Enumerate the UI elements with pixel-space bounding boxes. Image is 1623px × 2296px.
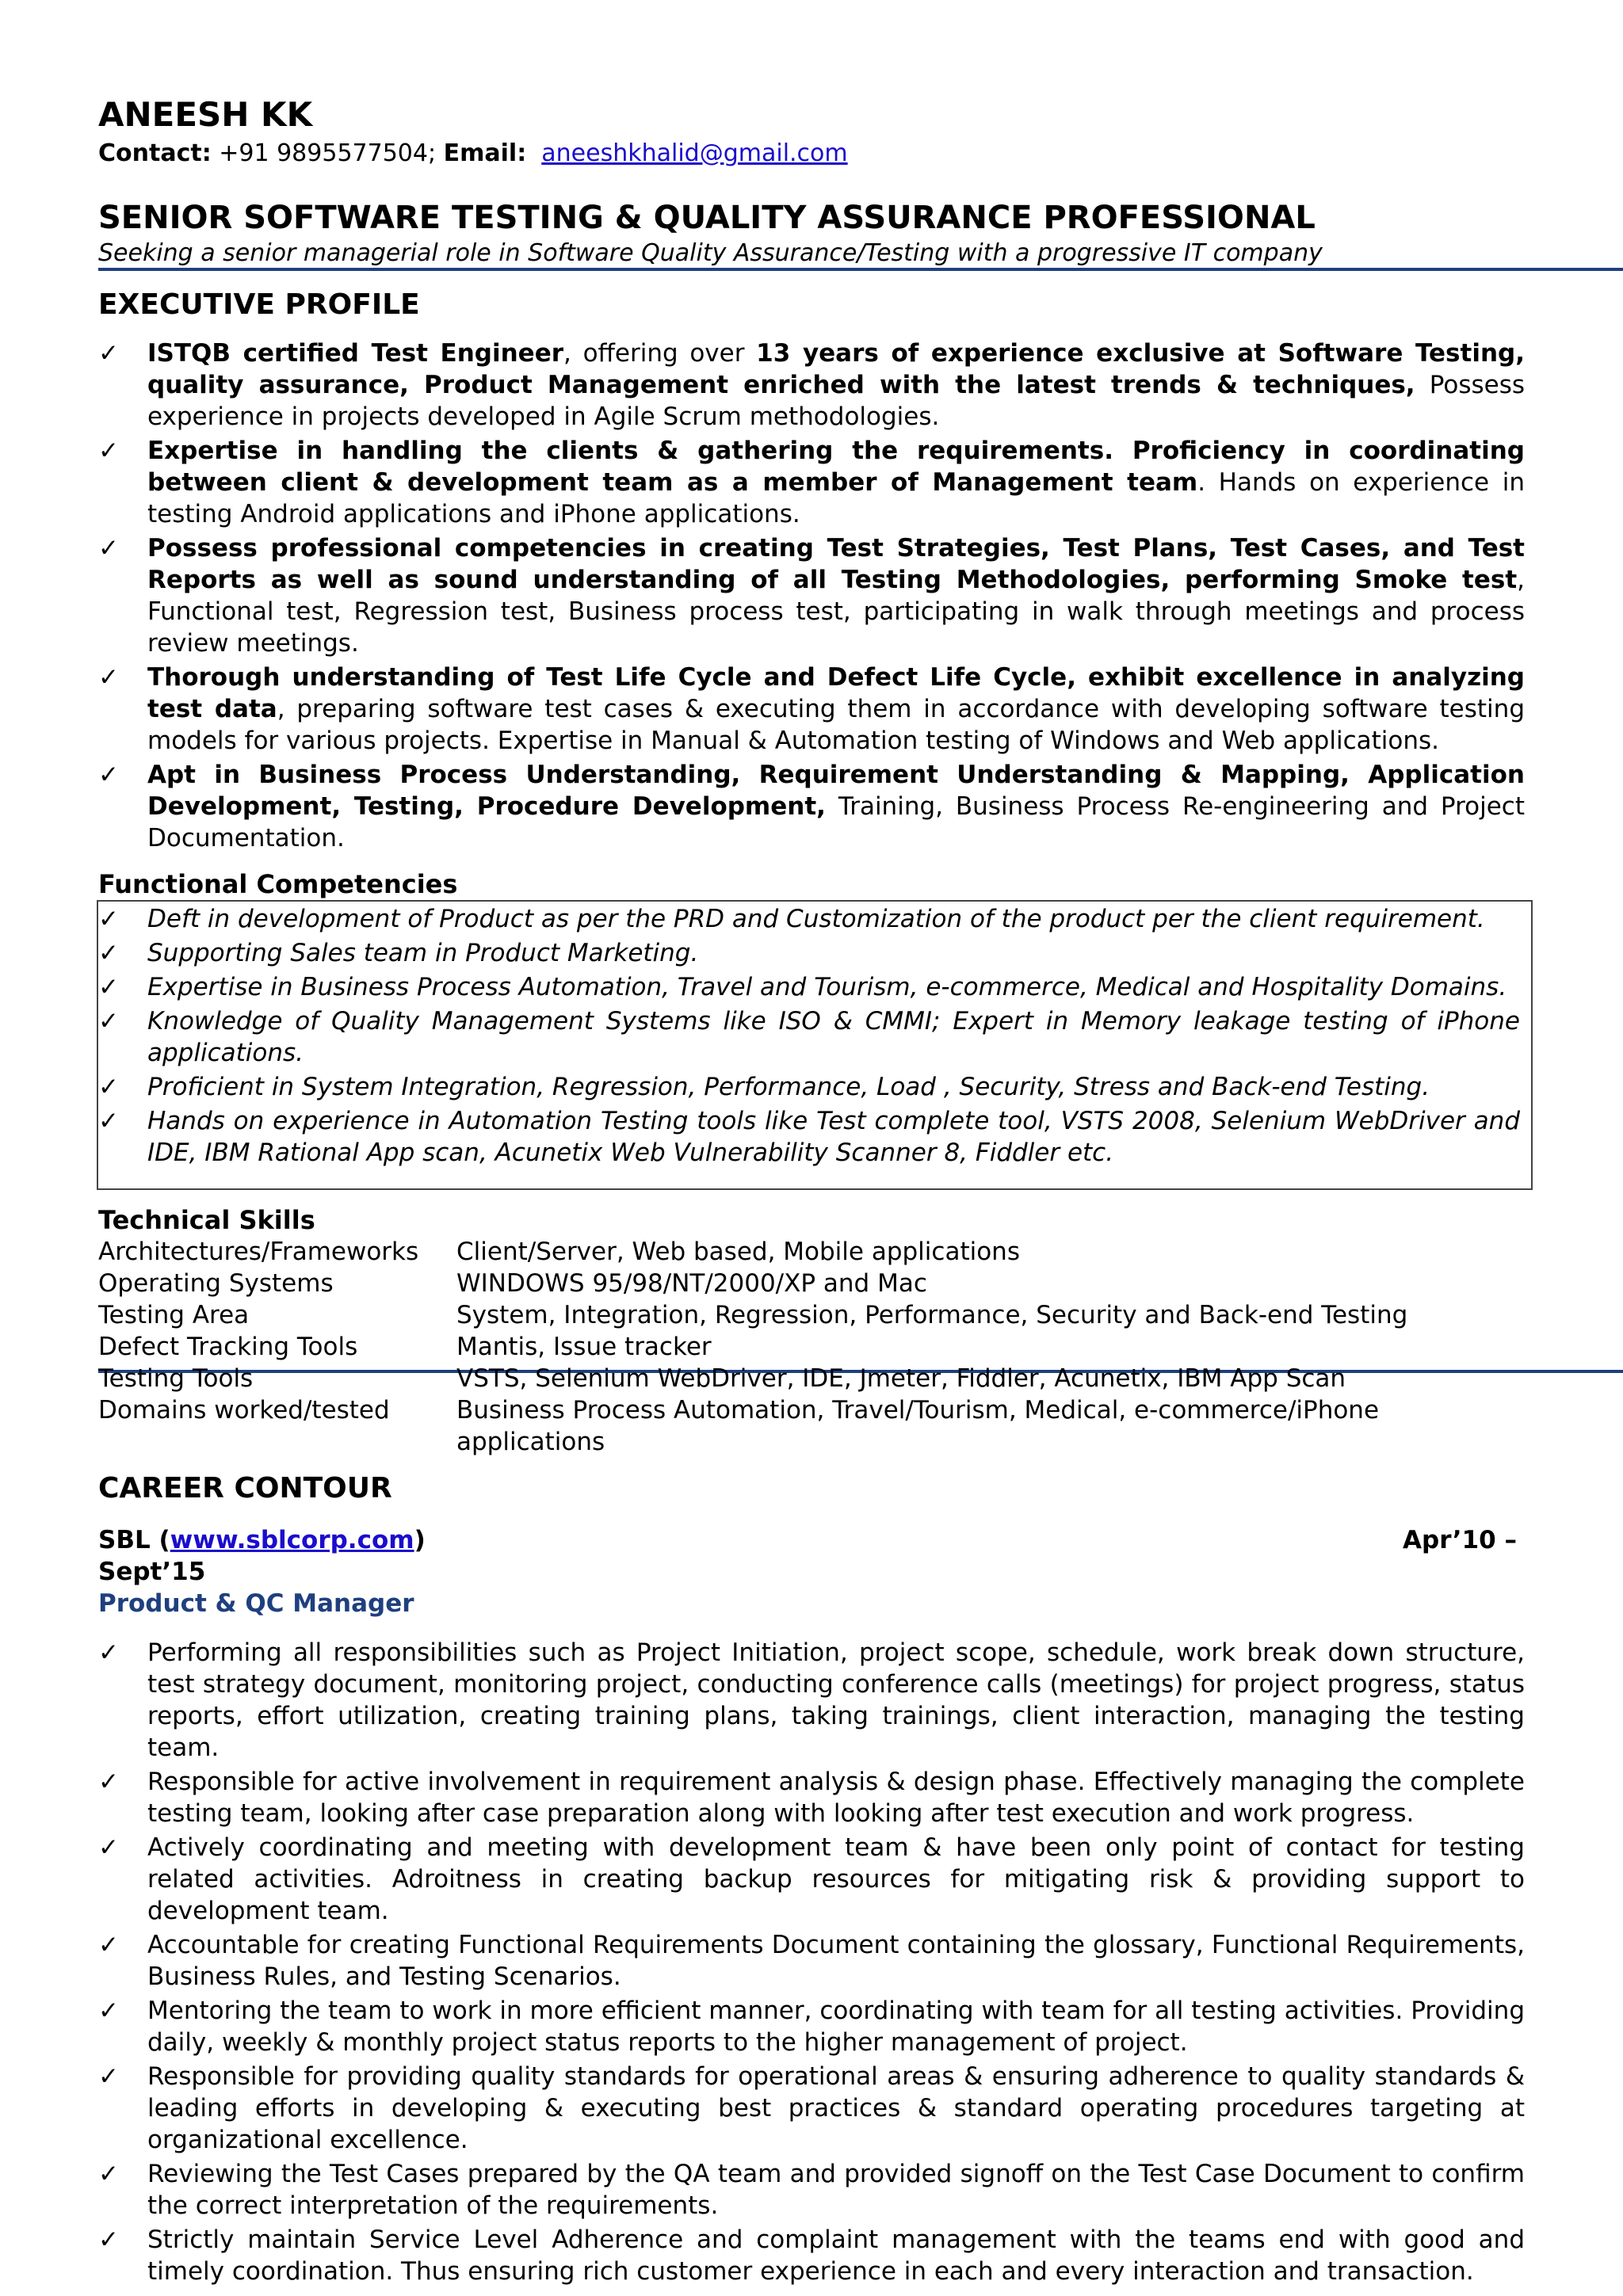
email-link[interactable]: aneeshkhalid@gmail.com xyxy=(541,139,848,167)
executive-profile-list xyxy=(98,338,1525,854)
checkmark-icon: ✓ xyxy=(98,761,119,789)
contact-line xyxy=(98,138,1525,170)
list-item: ✓ Responsible for providing quality standards for operational areas & ensuring adherence to quality standards & leading efforts in developing & executing best practices & standard operating procedures targeting at organizational excellence. xyxy=(98,2062,1525,2154)
responsibilities-list xyxy=(98,1637,1525,2287)
checkmark-icon: ✓ xyxy=(98,663,119,692)
list-item: ✓ Thorough understanding of Test Life Cycle and Defect Life Cycle, exhibit excellence in analyzing test data, preparing software test cases & executing them in accordance with developing software testing models for various projects. Expertise in Manual & Automation testing of Windows and Web applications. xyxy=(98,663,1525,755)
list-item: ✓ Possess professional competencies in creating Test Strategies, Test Plans, Test Cases, and Test Reports as well as sound understanding of all Testing Methodologies, performing Smoke test, Functional test, Regression test, Business process test, participating in walk through meetings and process review meetings. xyxy=(98,534,1525,658)
table-row: Testing Tools VSTS, Selenium WebDriver, IDE, Jmeter, Fiddler, Acunetix, IBM App Scan xyxy=(98,1364,1346,1393)
checkmark-icon: ✓ xyxy=(98,2225,119,2254)
table-row: Testing Area System, Integration, Regression, Performance, Security and Back-end Testing xyxy=(98,1301,1408,1329)
list-item: ✓ Strictly maintain Service Level Adherence and complaint management with the teams end with good and timely coordination. Thus ensuring rich customer experience in each and every interaction and transaction. xyxy=(98,2225,1525,2286)
resume-page xyxy=(98,93,1525,2290)
checkmark-icon: ✓ xyxy=(98,2160,119,2188)
functional-competencies-list xyxy=(98,903,1531,1169)
list-item: ✓ Proficient in System Integration, Regression, Performance, Load , Security, Stress and Back-end Testing. xyxy=(98,1073,1430,1101)
list-item: ✓ Responsible for active involvement in requirement analysis & design phase. Effectively managing the complete testing team, looking after case preparation along with looking after test execution and work progress. xyxy=(98,1768,1525,1828)
list-item: ✓ Mentoring the team to work in more efficient manner, coordinating with team for all testing activities. Providing daily, weekly & monthly project status reports to the higher management of project. xyxy=(98,1997,1525,2057)
candidate-name: ANEESH KK xyxy=(98,95,313,134)
list-item: ✓ Expertise in handling the clients & gathering the requirements. Proficiency in coordinating between client & development team as a member of Management team. Hands on experience in testing Android applications and iPhone applications. xyxy=(98,437,1525,528)
contact-label: Contact: xyxy=(98,139,212,167)
list-item: ✓ Supporting Sales team in Product Marketing. xyxy=(98,939,699,967)
checkmark-icon: ✓ xyxy=(98,534,119,563)
employer-link[interactable]: www.sblcorp.com xyxy=(170,1526,414,1554)
job-title: Product & QC Manager xyxy=(98,1589,414,1618)
list-item: ✓ ISTQB certified Test Engineer, offering over 13 years of experience exclusive at Software Testing, quality assurance, Product Management enriched with the latest trends & techniques, Possess experience in projects developed in Agile Scrum methodologies. xyxy=(98,339,1525,431)
list-item: ✓ Deft in development of Product as per the PRD and Customization of the product per the client requirement. xyxy=(98,905,1485,933)
list-item: ✓ Performing all responsibilities such as Project Initiation, project scope, schedule, work break down structure, test strategy document, monitoring project, conducting conference calls (meetings) for project progress, status reports, effort utilization, creating training plans, taking trainings, client interaction, managing the testing team. xyxy=(98,1638,1525,1762)
employer-name: SBL (www.sblcorp.com) xyxy=(98,1526,426,1554)
employer-line xyxy=(98,1524,1517,1556)
checkmark-icon: ✓ xyxy=(98,339,119,368)
checkmark-icon: ✓ xyxy=(98,939,119,967)
professional-title: SENIOR SOFTWARE TESTING & QUALITY ASSURANCE PROFESSIONAL xyxy=(98,200,1316,236)
checkmark-icon: ✓ xyxy=(98,973,119,1001)
employment-end-line xyxy=(98,1556,1525,1588)
list-item: ✓ Accountable for creating Functional Requirements Document containing the glossary, Functional Requirements, Business Rules, and Testing Scenarios. xyxy=(98,1931,1525,1991)
table-row: Defect Tracking Tools Mantis, Issue tracker xyxy=(98,1333,712,1361)
list-item: ✓ Hands on experience in Automation Testing tools like Test complete tool, VSTS 2008, Selenium WebDriver and IDE, IBM Rational App scan, Acunetix Web Vulnerability Scanner 8, Fiddler etc. xyxy=(98,1107,1520,1167)
email-label: Email: xyxy=(443,139,527,167)
list-item: ✓ Knowledge of Quality Management Systems like ISO & CMMI; Expert in Memory leakage testing of iPhone applications. xyxy=(98,1007,1520,1067)
table-row: Domains worked/tested Business Process Automation, Travel/Tourism, Medical, e-commerce/iPhone applications xyxy=(98,1396,1380,1456)
technical-skills-table xyxy=(98,1236,1525,1458)
table-row: Operating Systems WINDOWS 95/98/NT/2000/XP and Mac xyxy=(98,1269,927,1298)
checkmark-icon: ✓ xyxy=(98,1931,119,1959)
checkmark-icon: ✓ xyxy=(98,1833,119,1862)
checkmark-icon: ✓ xyxy=(98,1768,119,1796)
checkmark-icon: ✓ xyxy=(98,1107,119,1135)
employment-start: Apr’10 – xyxy=(1403,1526,1517,1554)
phone-number: +91 9895577504; xyxy=(219,139,437,167)
list-item: ✓ Apt in Business Process Understanding, Requirement Understanding & Mapping, Application Development, Testing, Procedure Development, Training, Business Process Re-engineering and Project Documentation. xyxy=(98,761,1525,852)
checkmark-icon: ✓ xyxy=(98,1073,119,1101)
executive-profile-heading: EXECUTIVE PROFILE xyxy=(98,288,420,321)
list-item: ✓ Reviewing the Test Cases prepared by the QA team and provided signoff on the Test Case Document to confirm the correct interpretation of the requirements. xyxy=(98,2160,1525,2220)
checkmark-icon: ✓ xyxy=(98,1007,119,1035)
list-item: ✓ Expertise in Business Process Automation, Travel and Tourism, e-commerce, Medical and Hospitality Domains. xyxy=(98,973,1507,1001)
checkmark-icon: ✓ xyxy=(98,437,119,465)
functional-competencies-box xyxy=(97,900,1533,1190)
functional-competencies-heading: Functional Competencies xyxy=(98,869,458,899)
checkmark-icon: ✓ xyxy=(98,2062,119,2091)
employment-end: Sept’15 xyxy=(98,1558,206,1586)
list-item: ✓ Actively coordinating and meeting with development team & have been only point of contact for testing related activities. Adroitness in creating backup resources for mitigating risk & providing support to development team. xyxy=(98,1833,1525,1925)
checkmark-icon: ✓ xyxy=(98,1638,119,1667)
table-row: Architectures/Frameworks Client/Server, Web based, Mobile applications xyxy=(98,1238,1020,1266)
career-contour-heading: CAREER CONTOUR xyxy=(98,1472,392,1505)
technical-skills-heading: Technical Skills xyxy=(98,1205,315,1235)
career-objective: Seeking a senior managerial role in Software Quality Assurance/Testing with a progressive IT company xyxy=(98,239,1323,267)
checkmark-icon: ✓ xyxy=(98,1997,119,2025)
checkmark-icon: ✓ xyxy=(98,905,119,933)
